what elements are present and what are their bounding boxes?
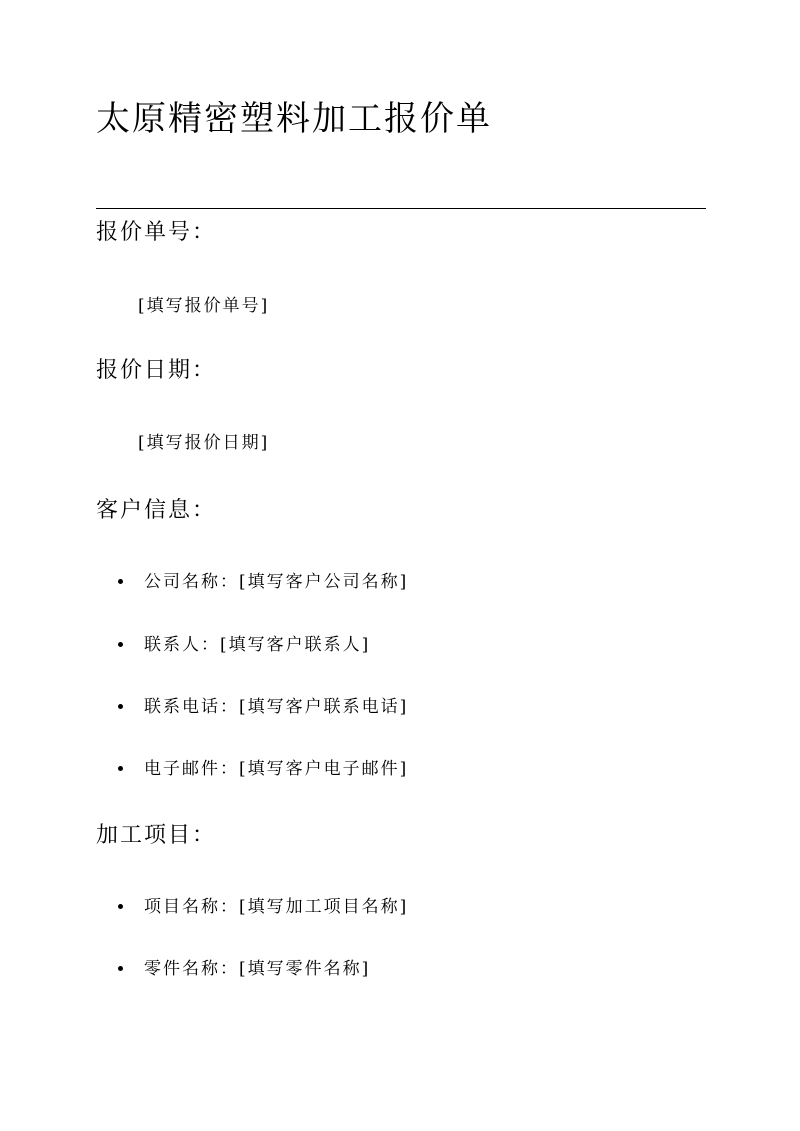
processing-project-heading: 加工项目：	[96, 823, 217, 848]
customer-info-heading: 客户信息：	[96, 498, 217, 523]
part-name-line: 零件名称：[填写零件名称]	[144, 959, 371, 979]
title-divider	[96, 208, 706, 209]
company-name-line: 公司名称：[填写客户公司名称]	[144, 572, 409, 592]
email-line: 电子邮件：[填写客户电子邮件]	[144, 759, 409, 779]
contact-person-line: 联系人：[填写客户联系人]	[144, 635, 371, 655]
document-title: 太原精密塑料加工报价单	[96, 99, 492, 139]
bullet-icon	[118, 579, 123, 584]
bullet-icon	[118, 966, 123, 971]
quote-number-heading: 报价单号：	[96, 220, 217, 245]
contact-phone-line: 联系电话：[填写客户联系电话]	[144, 697, 409, 717]
bullet-icon	[118, 766, 123, 771]
project-name-line: 项目名称：[填写加工项目名称]	[144, 897, 409, 917]
bullet-icon	[118, 704, 123, 709]
bullet-icon	[118, 642, 123, 647]
quote-date-placeholder: [填写报价日期]	[138, 433, 270, 453]
quote-number-placeholder: [填写报价单号]	[138, 296, 270, 316]
quote-date-heading: 报价日期：	[96, 358, 217, 383]
bullet-icon	[118, 904, 123, 909]
